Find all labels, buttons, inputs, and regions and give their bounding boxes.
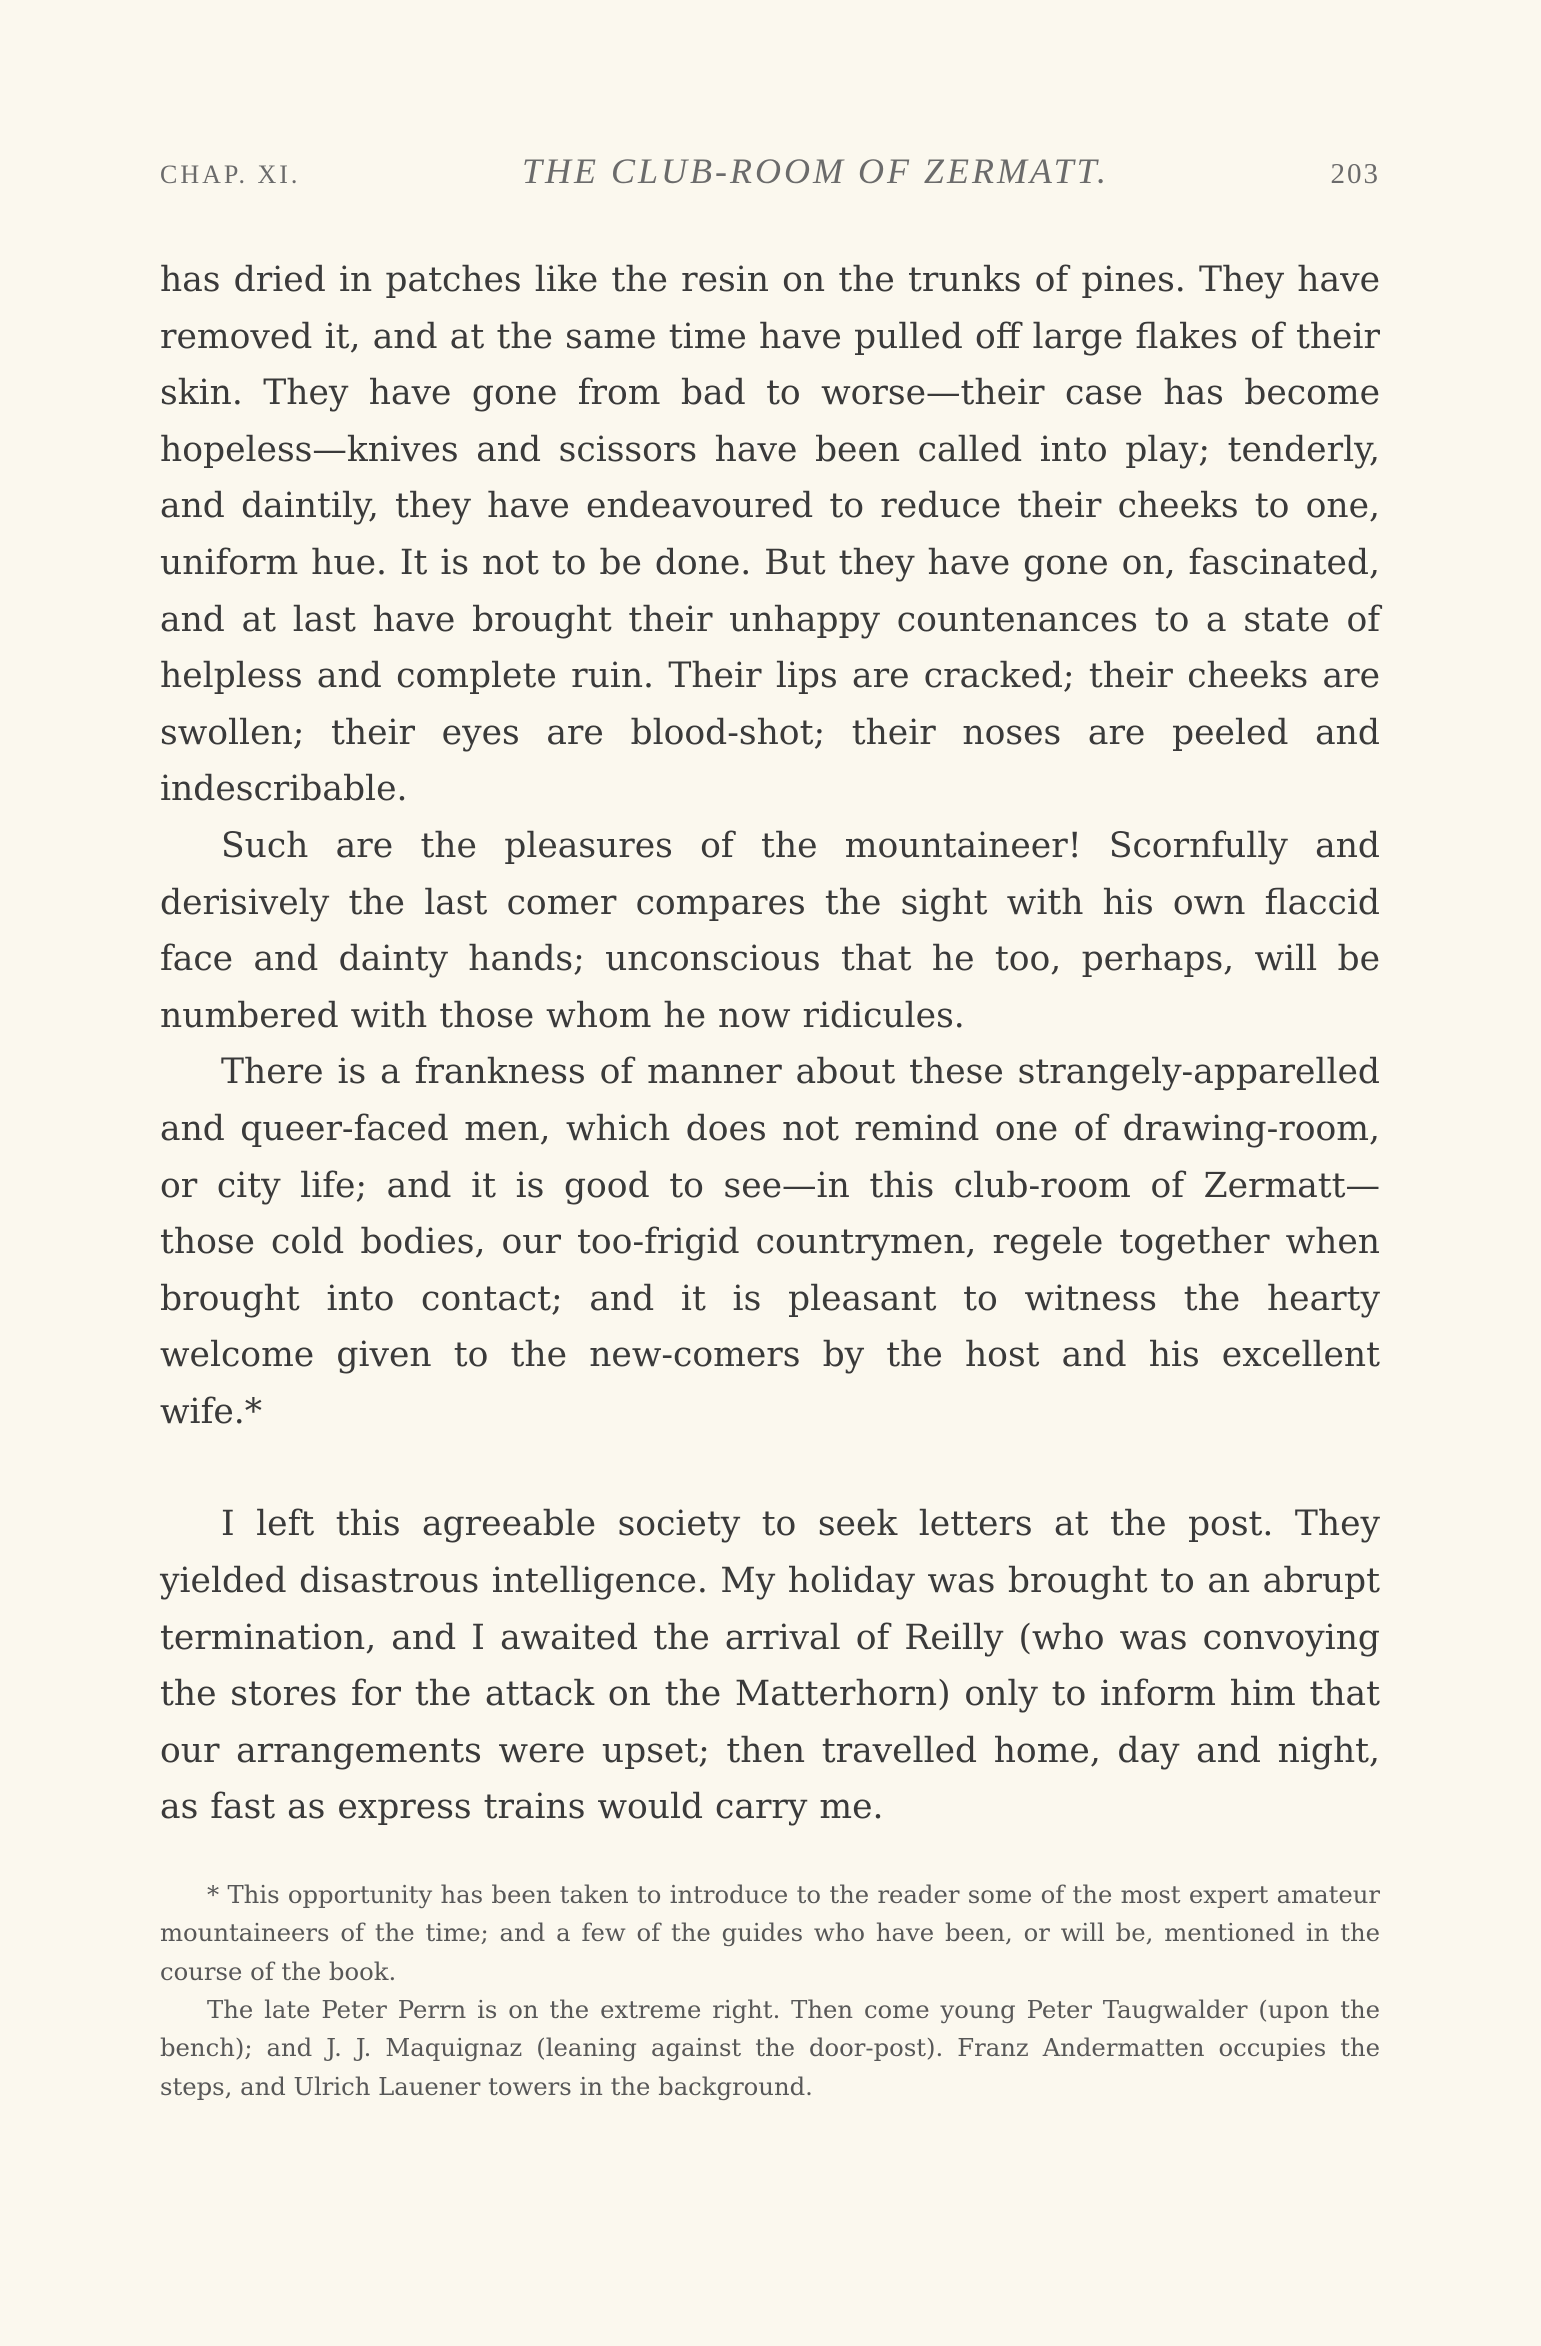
section-break — [160, 1440, 1380, 1496]
book-page — [160, 150, 1380, 2106]
running-title: THE CLUB-ROOM OF ZERMATT. — [521, 151, 1109, 191]
footnote: * This opportunity has been taken to introduce to the reader some of the most expert amateur mountaineers of the time; and a few of the guides who have been, or will be, mentioned in the course of the book. — [160, 1880, 1380, 1986]
footnote: The late Peter Perrn is on the extreme right. Then come young Peter Taugwalder (upon the bench); and J. J. Maquignaz (leaning against the door-post). Franz Andermatten occupies the steps, and Ulrich Lauener towers in the background. — [160, 1994, 1380, 2101]
paragraph: has dried in patches like the resin on the trunks of pines. They have removed it, and at the same time have pulled off large flakes of their skin. They have gone from bad to worse—their case has become hopeless—knives and scissors have been called into play; tenderly, and daintily, they have endeavoured to reduce their cheeks to one, uniform hue. It is not to be done. But they have gone on, fascinated, and at last have brought their unhappy countenances to a state of helpless and complete ruin. Their lips are cracked; their cheeks are swollen; their eyes are blood-shot; their noses are peeled and indescribable. — [160, 260, 1380, 810]
chapter-label: CHAP. XI. — [160, 160, 301, 189]
page-number: 203 — [1330, 158, 1380, 190]
paragraph: There is a frankness of manner about these strangely-apparelled and queer-faced men, which does not remind one of drawing-room, or city life; and it is good to see—in this club-room of Zermatt—those cold bodies, our too-frigid countrymen, regele together when brought into contact; and it is pleasant to witness the hearty welcome given to the new-comers by the host and his excellent wife.* — [160, 1052, 1380, 1432]
paragraph: I left this agreeable society to seek letters at the post. They yielded disastrous intelligence. My holiday was brought to an abrupt termination, and I awaited the arrival of Reilly (who was convoying the stores for the attack on the Matterhorn) only to inform him that our arrangements were upset; then travelled home, day and night, as fast as express trains would carry me. — [160, 1504, 1380, 1828]
paragraph: Such are the pleasures of the mountaineer! Scornfully and derisively the last comer compares the sight with his own flaccid face and dainty hands; unconscious that he too, perhaps, will be numbered with those whom he now ridicules. — [160, 825, 1380, 1036]
footnotes — [160, 1876, 1380, 2106]
body-text — [160, 252, 1380, 1836]
running-head — [160, 150, 1380, 200]
